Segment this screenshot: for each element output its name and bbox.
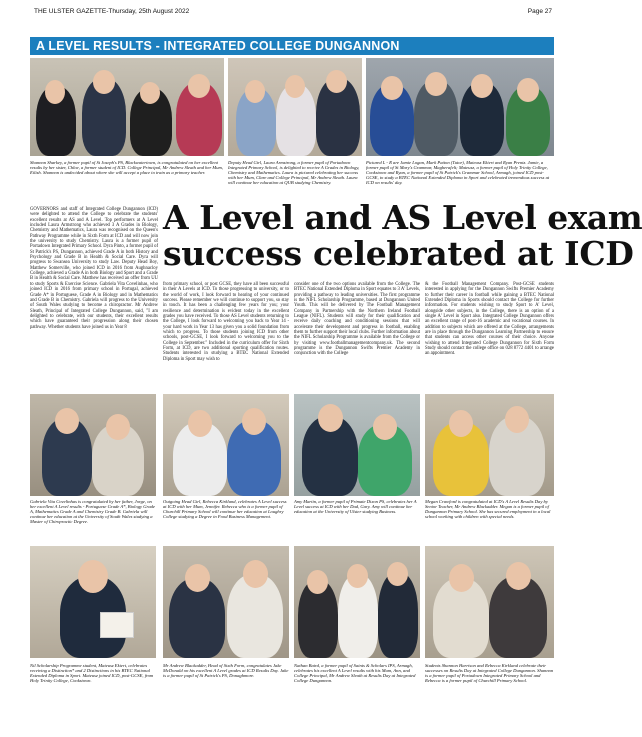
article-col4: & the Football Management Company. Post-GCSE students interested in applying for the Dungannon Swifts Premier Academy to further their career in football while gaining a BTEC National Extended Diploma in Sports should contact the College for further information. For students wishing to study Sport to A' Level, alongside other subjects, in the College, there is an option of a single A' Level in Sport also. Integrated College Dungannon offers an excellent range of post-16 academic and vocational courses. In addition to subjects which are offered at the College, arrangements are in place through the Dungannon Learning Partnership to ensure that students can access other courses of their choice. Anyone wishing to attend Integrated College Dungannon for Sixth Form Study should contact the college office on 028 8772 4401 to arrange an appointment.: [425, 282, 554, 357]
caption-laura: Deputy Head Girl, Laura Armstrong, a former pupil of Portadown Integrated Primary School, is delighted to receive A Grades in Biology, Chemistry and Mathematics. Laura is pictured celebrating her success with her Mum, Clare and College Principal, Mr Andrew Sleath. Laura will continue her education at QUB studying Chemistry.: [228, 160, 360, 186]
article-col3: consider one of the two options available from the College. The BTEC National Extended Diploma in Sport equates to 3 A' Levels, providing a pathway to leading universities. The first programme is the NIFL Scholarship Programme, based at Dungannon United Youth. This will be delivered by The Football Management Company in Partnership with the Northern Ireland Football League (NIFL). Students will study for their qualification and receive daily coaching and conditioning sessions that will accelerate their development and progress in football, enabling them to further support their local clubs. Further information about the NIFL Scholarship Programme is available from the College or by visiting www.footballmanagementcompany.uk. The second programme is the Dungannon Swifts Premier Academy in conjunction with the College: [294, 282, 420, 357]
photo-gabriela: [30, 394, 156, 496]
caption-jake: Mr Andrew Blackadder, Head of Sixth Form, congratulates Jake McDonald on his excellent A Level grades at ICD Results Day. Jake is a former pupil of St Patrick's PS, Donaghmore.: [163, 663, 289, 679]
page-number: Page 27: [527, 8, 552, 15]
page-header: [34, 6, 552, 18]
photo-laura-armstrong: [228, 58, 362, 156]
photo-jake-mcdonald: [163, 546, 289, 658]
headline: [163, 198, 642, 273]
article-col1: GOVERNORS and staff of Integrated College Dungannon (ICD) were delighted to attend the College to celebrate the students' excellent results at AS and A Level. Top performers at A Level included Laura Armstrong who achieved 3 A Grades in Biology, Chemistry and Mathematics, Laura was recognised on the Queen's Pathway Programme while in Sixth Form at ICD and will now join the university to study Chemistry. Laura is a former pupil of Portadown Integrated Primary School. Dyra Pinto, a former pupil of St Patrick's PS, Dungannon, achieved Grade A in both History and Psychology and Grade B in Health & Social Care. Dyra will progress to Swansea University to study Law. Deputy Head Boy, Matthew Somerville, who joined ICD in 2016 from Aughnacloy College, achieved a Grade A in both Biology and Sport and a Grade B in Health & Social Care. Matthew has received an offer from UU to study Sports & Exercise Science. Gabriela Vita Covelinhas, who joined ICD in 2016 from primary school in Portugal, achieved Grade A* in Portuguese, Grade A in Biology and in Mathematics and Grade B in Chemistry. Gabriela will progress to the University of South Wales studying to become a chiropractor. Mr Andrew Sleath, Principal of Integrated College Dungannon, said, "I am delighted to celebrate, with our students, their excellent results which have guaranteed their progression along their chosen pathway. Whether students have joined us in Year 8: [30, 207, 158, 330]
photo-shannon-rebecca: [425, 546, 554, 658]
photo-megan-crawford: [425, 394, 554, 496]
caption-shannon: Shannon Sharkey, a former pupil of St Joseph's PS, Blackwatertown, is congratulated on her excellent results by her sister, Chloe, a former student of ICD. College Principal, Mr Andrew Sleath and her Mum, Eilish. Shannon is undecided about where she will accept a place to train as a primary teacher.: [30, 160, 224, 176]
publication-line: THE ULSTER GAZETTE-Thursday, 25th August 2022: [34, 8, 190, 15]
photo-sport-students: [366, 58, 554, 156]
caption-megan: Megan Crawford is congratulated at ICD's A Level Results Day by Senior Teacher, Mr Andrew Blackadder. Megan is a former pupil of Dungannon Primary School. She has secured employment in a local school working with children with special needs.: [425, 499, 551, 520]
caption-sport-students: Pictured L - R are Jamie Logan, Mark Patton (Tutor), Mateusz Ekiert and Ryan Prentz. Jamie, a former pupil of St Mary's Grammar, Magherafelt; Mateusz, a former pupil of Holy Trinity College, Cookstown and Ryan, a former pupil of St Patrick's Grammar School, Armagh, joined ICD post-GCSE, to study a BTEC National Extended Diploma in Sport and celebrated tremendous success at ICD on results' day.: [366, 160, 550, 186]
photo-amy-martin: [294, 394, 420, 496]
section-banner: A LEVEL RESULTS - INTEGRATED COLLEGE DUNGANNON: [30, 37, 554, 55]
caption-rebecca: Outgoing Head Girl, Rebecca Kirkland, celebrates A Level success at ICD with her Mum, Jennifer. Rebecca who is a former pupil of Churchill Primary School will continue her education at Loughry College studying a Degree in Food Business Management.: [163, 499, 287, 520]
caption-shannon-rebecca: Students Shannon Harrison and Rebecca Kirkland celebrate their successes on Results Day at Integrated College Dungannon. Shannon is a former pupil of Portadown Integrated Primary School and Rebecca is a former pupil of Churchill Primary School.: [425, 663, 554, 684]
caption-gabriela: Gabriela Vita Covelinhas is congratulated by her father, Jorge, on her excellent A Level results - Portuguese Grade A*, Biology Grade A, Mathematics Grade A and Chemistry Grade B. Gabriela will continue her education at the University of South Wales studying a Master of Chiropractic Degree.: [30, 499, 155, 525]
caption-amy: Amy Martin, a former pupil of Primate Dixon PS, celebrates her A Level success at ICD with her Dad, Gary. Amy will continue her education at the University of Ulster studying Business.: [294, 499, 417, 515]
photo-rebecca-kirkland: [163, 394, 289, 496]
photo-shannon-sharkey: [30, 58, 224, 156]
article-col2: from primary school, or post GCSE, they have all been successful in their A Levels at ICD. To those progressing to university, or to the world of work, I look forward to hearing of your continued success. Please remember we will continue to support you, so stay in touch. It has been a challenging few years for you; your resilience and determination is evident today in the excellent grades you have received. To those AS Level students returning to the College, I look forward to welcoming you back to Year 14 - your hard work in Year 13 has given you a solid foundation from which to progress. To those students joining ICD from other schools, post-GCSE, I look forward to welcoming you to the College in September." Included in the curriculum offer for Sixth Form, at ICD, are two additional sporting qualification routes. Students interested in studying a BTEC National Extended Diploma in Sport may wish to: [163, 282, 289, 362]
headline-line1: A Level and AS Level exam: [163, 198, 642, 237]
photo-mateusz-ekiert: [30, 546, 156, 658]
photo-nathan-baird: [294, 546, 420, 658]
caption-nathan: Nathan Baird, a former pupil of Saints & Scholars IPS, Armagh, celebrates his excellent A Level results with his Mum, Ann, and College Principal, Mr Andrew Sleath at Results Day at Integrated College Dungannon.: [294, 663, 416, 684]
headline-line2: success celebrated at ICD: [163, 234, 634, 273]
caption-mateusz: Nil Scholarship Programme student, Mateusz Ekiert, celebrates receiving a Distinction* and 2 Distinctions in his BTEC National Extended Diploma in Sport. Mateusz joined ICD, post-GCSE, from Holy Trinity College, Cookstown.: [30, 663, 154, 684]
